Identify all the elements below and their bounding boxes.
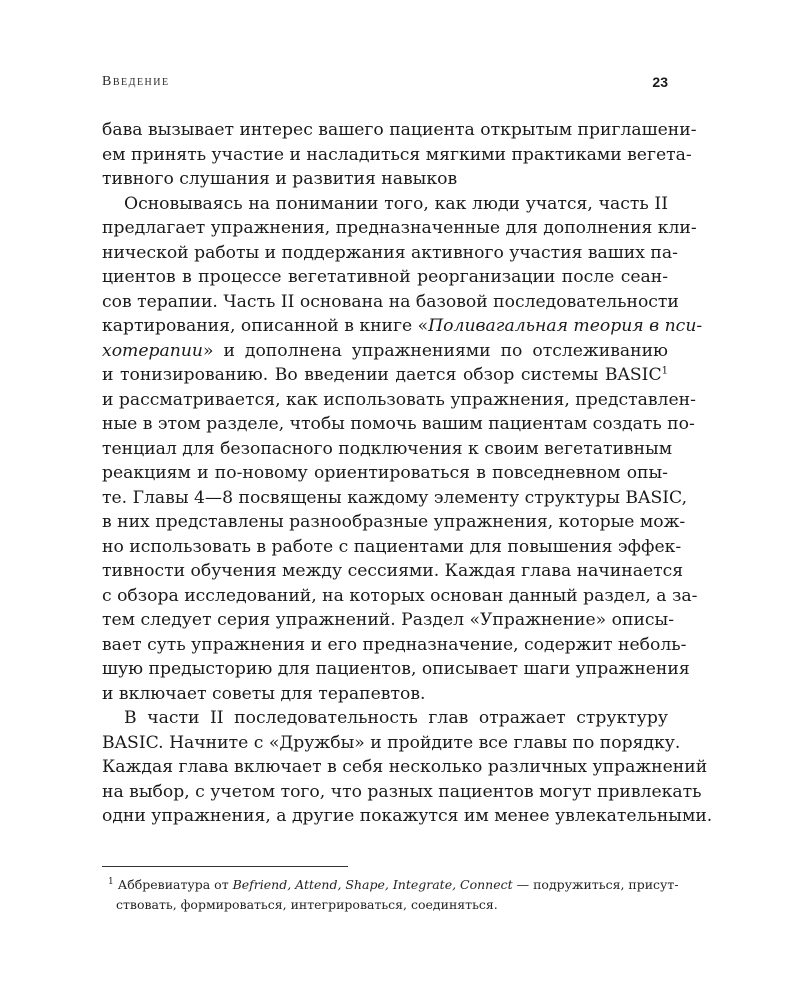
text-line: реакциям и по-новому ориентироваться в повседневном опы-	[102, 463, 668, 483]
text-line	[102, 339, 668, 364]
book-title: Поливагальная теория в пси-	[428, 316, 703, 336]
text-line: шую предысторию для пациентов, описывает шаги упражнения	[102, 659, 690, 679]
footnote-line: ствовать, формироваться, интегрироваться, соединяться.	[116, 897, 498, 913]
text-line: сов терапии. Часть II основана на базовой последовательности	[102, 291, 679, 312]
text-line: на выбор, с учетом того, что разных пациентов могут привлекать	[102, 781, 702, 802]
text-line: и включает советы для терапевтов.	[102, 683, 426, 704]
text-line: ные в этом разделе, чтобы помочь вашим пациентам создать по-	[102, 414, 695, 434]
text-line: с обзора исследований, на которых основан данный раздел, а за-	[102, 585, 698, 606]
text-line	[102, 314, 703, 339]
text-line: те. Главы 4—8 посвящены каждому элементу структуры BASIC,	[102, 487, 688, 508]
text-segment: картирования, описанной в книге «	[102, 316, 429, 336]
text-line: но использовать в работе с пациентами для повышения эффек-	[102, 536, 682, 557]
text-line: циентов в процессе вегетативной реорганизации после сеан-	[102, 267, 668, 287]
text-line: Каждая глава включает в себя несколько различных упражнений	[102, 757, 708, 777]
page-number: 23	[652, 74, 668, 90]
footnote-marker: 1	[108, 877, 114, 887]
text-line: тенциал для безопасного подключения к своим вегетативным	[102, 438, 673, 459]
footnote-ref: 1	[661, 365, 668, 377]
text-line	[102, 363, 668, 388]
text-line: В части II последовательность глав отражает структуру	[124, 708, 668, 728]
book-title: хотерапии	[102, 340, 203, 361]
text-line: Основываясь на понимании того, как люди учатся, часть II	[124, 193, 668, 214]
text-line: BASIC. Начните с «Дружбы» и пройдите все главы по порядку.	[102, 732, 681, 753]
abbreviation-terms: Befriend, Attend, Shape, Integrate, Connect	[232, 877, 513, 893]
text-segment: и тонизированию. Во введении дается обзор системы BASIC	[102, 365, 662, 385]
text-segment: Аббревиатура от	[117, 877, 233, 893]
text-line: вает суть упражнения и его предназначение, содержит неболь-	[102, 634, 687, 655]
body-text	[102, 118, 713, 829]
text-segment: » и дополнена упражнениями по отслеживанию	[202, 340, 668, 361]
footnote	[102, 872, 679, 915]
running-head: Введение	[102, 74, 170, 89]
text-line: тивности обучения между сессиями. Каждая глава начинается	[102, 561, 684, 581]
footnote-line	[102, 872, 679, 895]
footnote-divider	[102, 866, 348, 867]
page-header	[102, 74, 668, 94]
text-line: ем принять участие и насладиться мягкими практиками вегета-	[102, 144, 692, 165]
text-line: предлагает упражнения, предназначенные для дополнения кли-	[102, 218, 697, 238]
text-line: и рассматривается, как использовать упражнения, представлен-	[102, 389, 696, 410]
text-line: тем следует серия упражнений. Раздел «Упражнение» описы-	[102, 610, 675, 630]
text-line: бава вызывает интерес вашего пациента открытым приглашени-	[102, 120, 697, 140]
text-segment: — подружиться, присут-	[512, 877, 679, 893]
text-line: одни упражнения, а другие покажутся им менее увлекательными.	[102, 806, 713, 826]
text-line: в них представлены разнообразные упражнения, которые мож-	[102, 512, 686, 532]
text-line: нической работы и поддержания активного участия ваших па-	[102, 242, 678, 263]
text-line: тивного слушания и развития навыков	[102, 169, 458, 189]
